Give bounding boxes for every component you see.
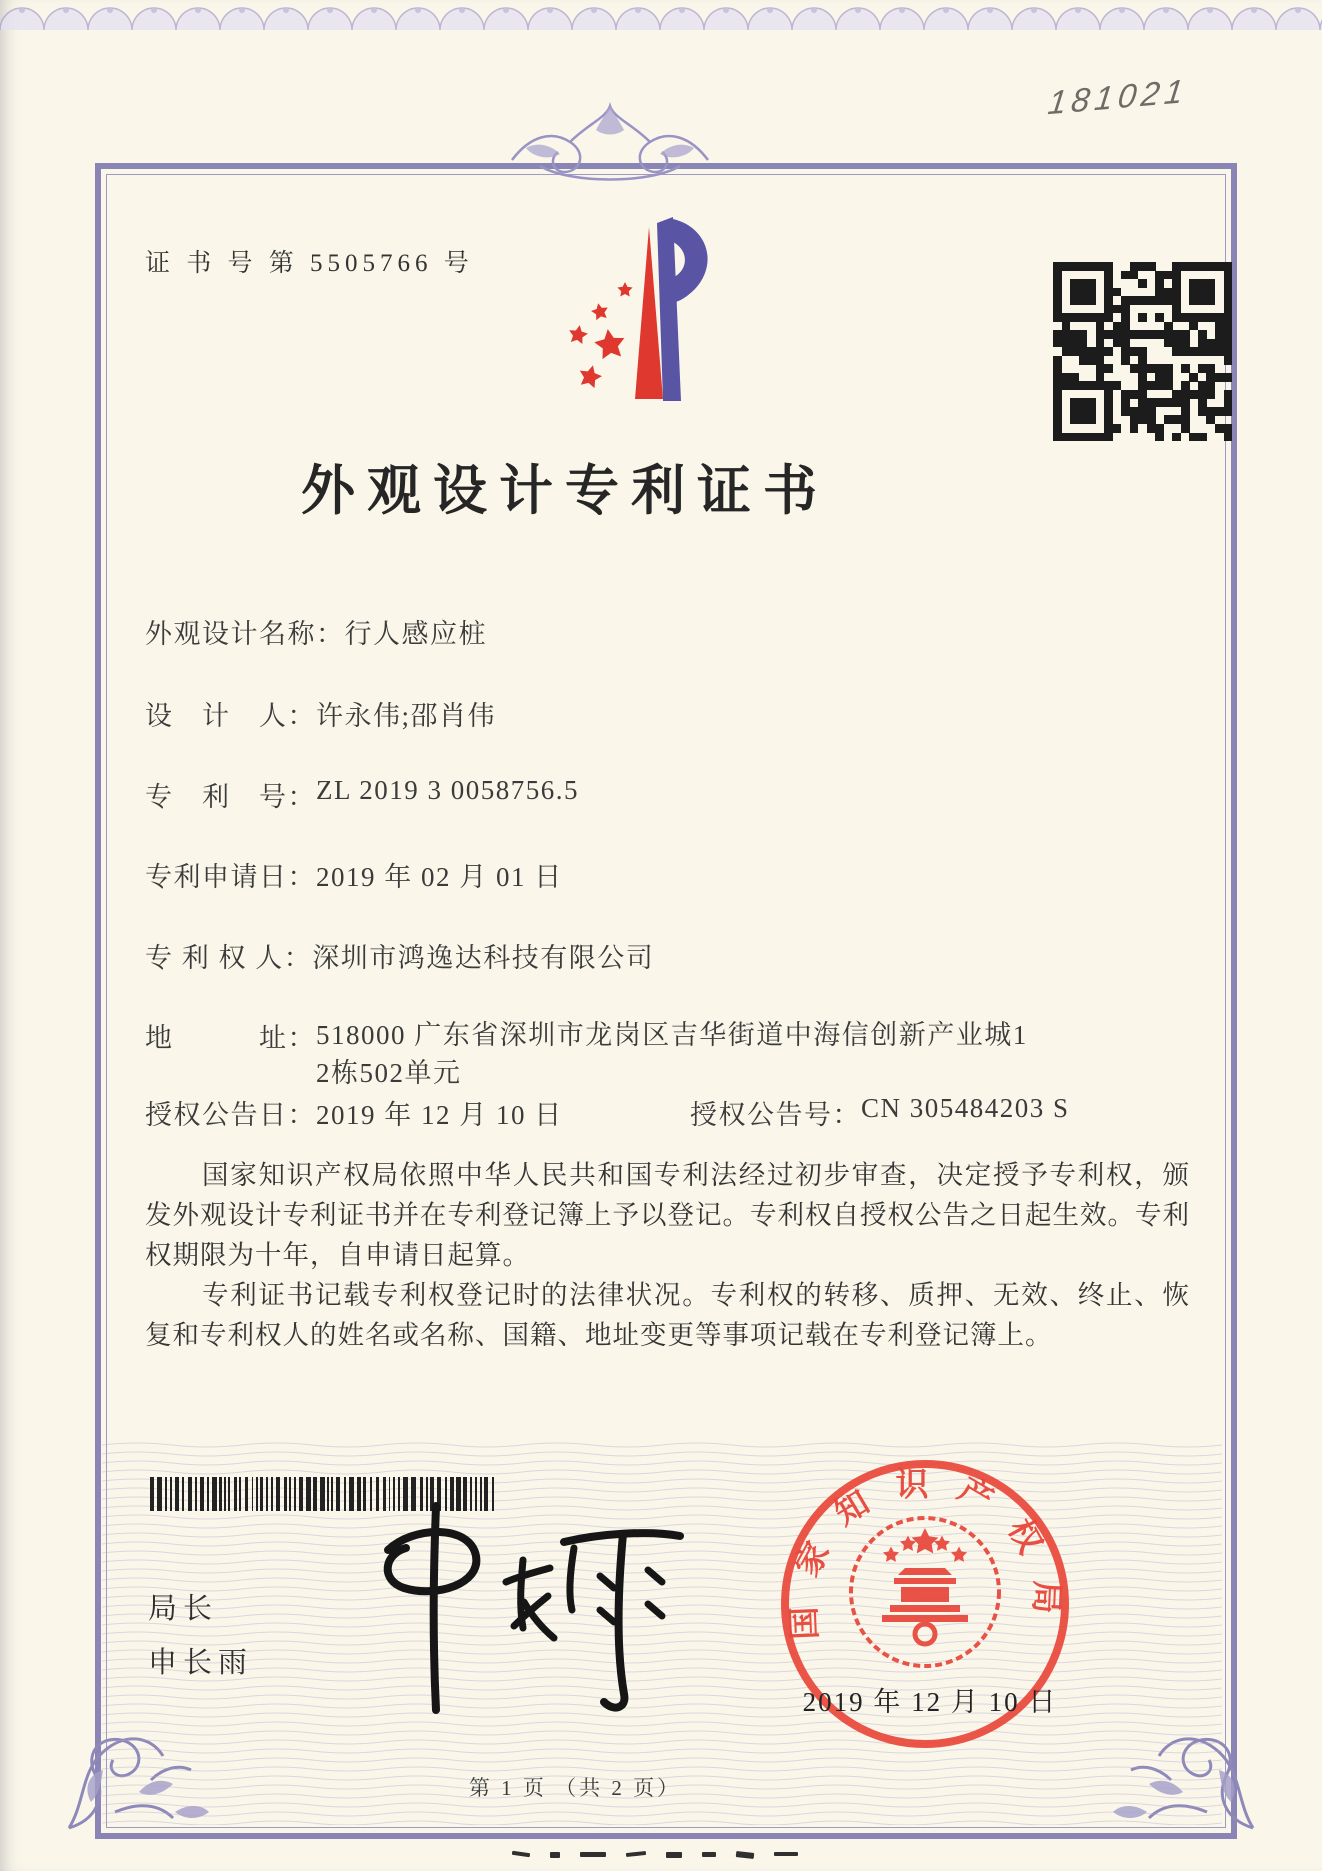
field-patentee [145,936,654,975]
address-line-2: 2栋502单元 [316,1058,462,1088]
field-value: 2019 年 12 月 10 日 [316,1100,563,1130]
svg-text:国家知识产权局 [785,1466,1064,1640]
seal-date: 2019 年 12 月 10 日 [802,1687,1058,1717]
legal-text-block [145,1155,1190,1355]
cnipa-logo [537,205,712,405]
star-icon [567,324,589,345]
star-icon [577,363,604,390]
legal-paragraph-1: 国家知识产权局依照中华人民共和国专利法经过初步审查，决定授予专利权，颁发外观设计专利证书并在专利登记簿上予以登记。专利权自授权公告之日起生效。专利权期限为十年，自申请日起算。 [145,1160,1190,1270]
certificate-number: 证 书 号 第 5505766 号 [145,250,474,277]
field-label: 地 址： [145,1023,316,1053]
top-center-ornament [420,96,800,188]
national-emblem-icon [851,1518,999,1666]
field-value: 2019 年 02 月 01 日 [316,862,563,892]
field-grant-no [690,1093,1070,1132]
legal-paragraph-2: 专利证书记载专利权登记时的法律状况。专利权的转移、质押、无效、终止、恢复和专利权人的姓名或名称、国籍、地址变更等事项记载在专利登记簿上。 [145,1280,1190,1350]
field-label: 授权公告号： [690,1100,861,1130]
qr-code [1053,262,1232,441]
star-icon [590,301,610,320]
field-label: 外观设计名称： [145,619,345,649]
star-icon [617,282,632,296]
field-address [145,1016,1028,1092]
page-footer: 第 1 页 （共 2 页） [468,1776,682,1800]
clipped-text-fragment [512,1852,798,1858]
field-filing-date [145,855,563,894]
field-value: 深圳市鸿逸达科技有限公司 [312,943,655,973]
page-title: 外观设计专利证书 [301,461,829,521]
seal-ring-text: 国家知识产权局 [785,1467,1065,1641]
field-value: ZL 2019 3 0058756.5 [316,775,579,805]
field-grant-date [145,1093,563,1132]
field-patent-no [145,775,579,814]
logo-blue-bowl [671,219,708,302]
address-line-1: 518000 广东省深圳市龙岗区吉华街道中海信创新产业城1 [316,1020,1028,1050]
officer-name: 申长雨 [148,1647,254,1679]
field-label: 专 利 权 人： [145,943,313,973]
officer-title: 局长 [148,1593,219,1625]
field-label: 设 计 人： [145,701,316,731]
field-value: 行人感应桩 [344,619,487,649]
signature [318,1498,690,1723]
star-icon [593,327,627,360]
top-lace-border [0,0,1322,30]
field-designer [145,694,496,733]
field-value: 许永伟;邵肖伟 [316,701,497,731]
field-value: CN 305484203 S [861,1093,1070,1123]
field-design-name [145,612,487,651]
field-label: 授权公告日： [145,1100,316,1130]
field-label: 专 利 号： [145,782,316,812]
handwritten-number: 181021 [1046,71,1191,122]
field-label: 专利申请日： [145,862,316,892]
